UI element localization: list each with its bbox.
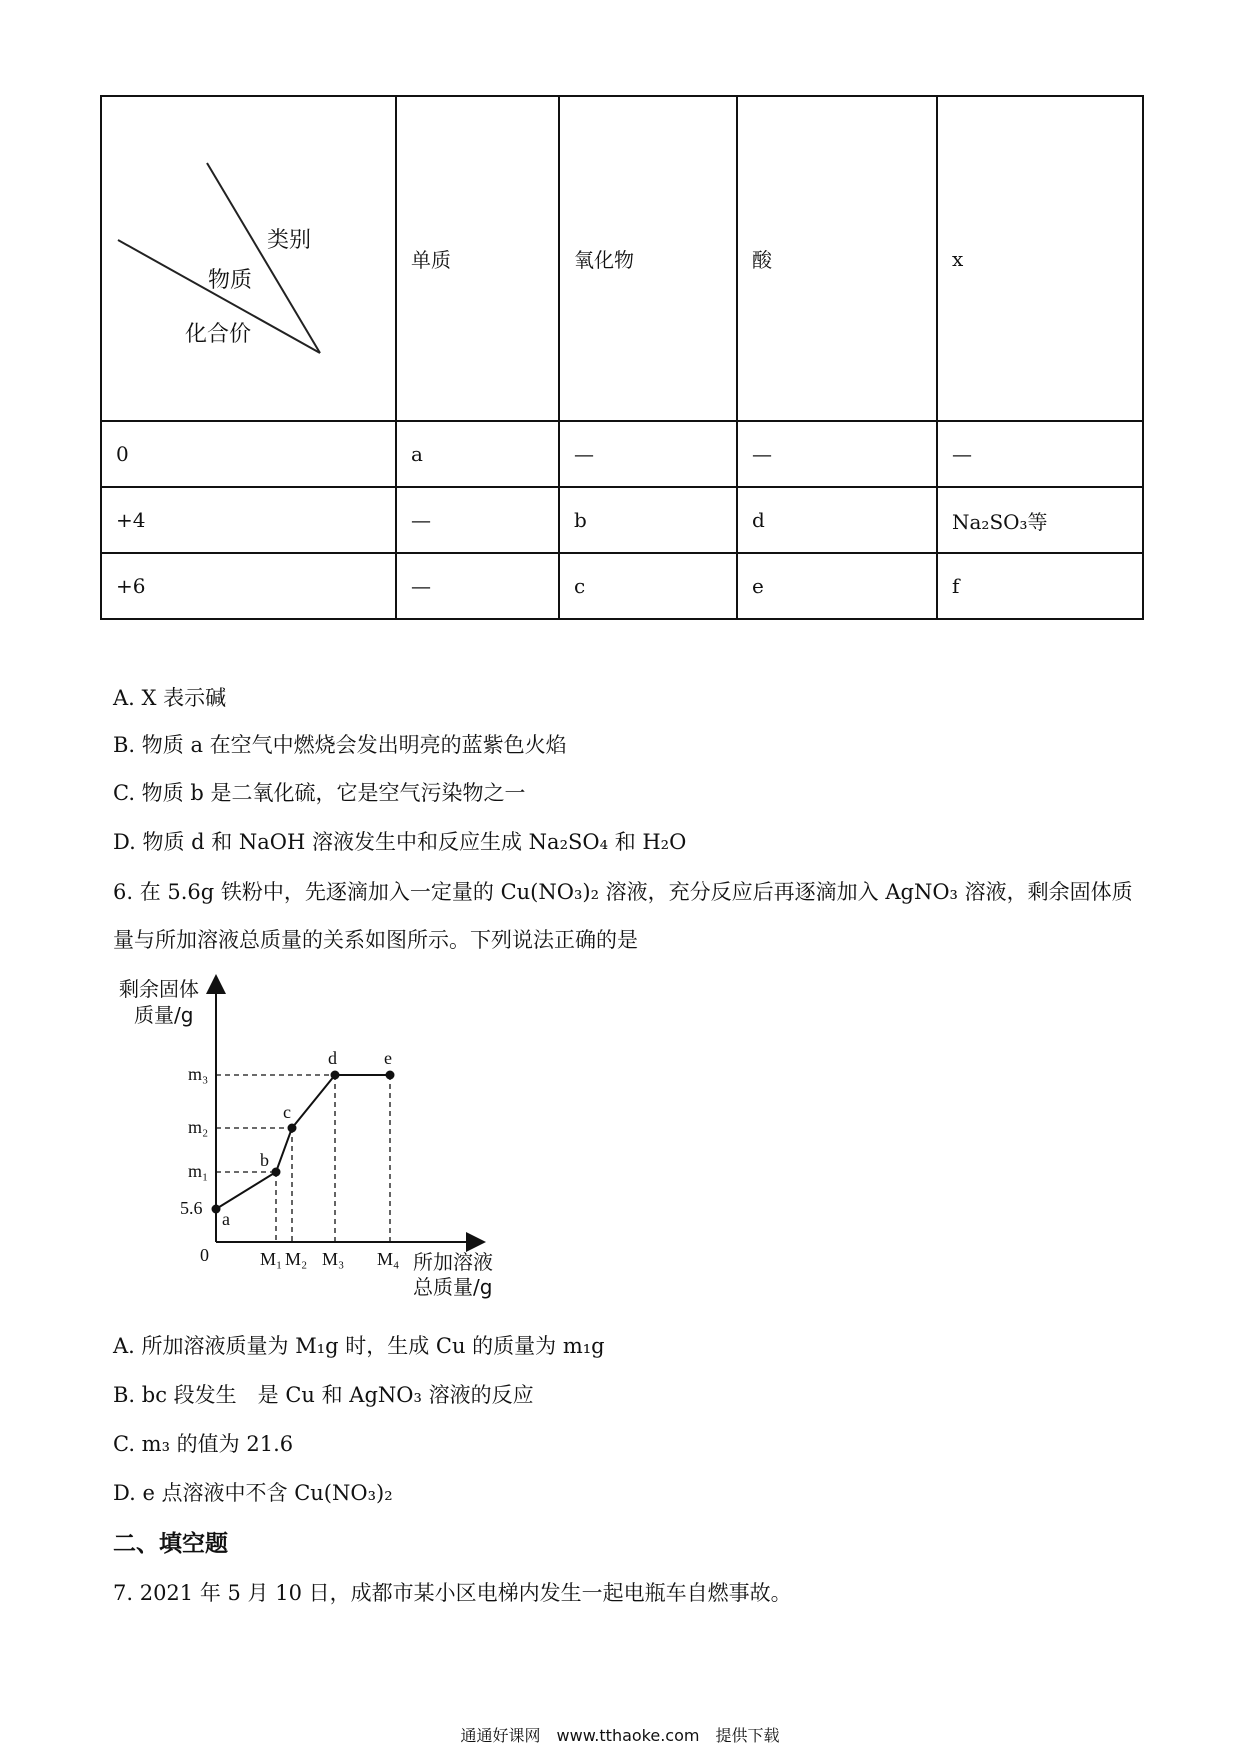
data-series-line <box>216 1075 390 1209</box>
table-row <box>101 553 1143 619</box>
point-label-c: c <box>283 1102 291 1122</box>
data-point-d <box>331 1071 340 1080</box>
q6-option-d: D. e 点溶液中不含 Cu(NO₃)₂ <box>113 1481 393 1505</box>
header-substance-label: 物质 <box>208 268 253 293</box>
x-tick-label: M₄ <box>377 1249 400 1269</box>
x-axis-label-line2: 总质量/g <box>413 1275 493 1299</box>
classification-table <box>100 95 1144 620</box>
header-category-label: 类别 <box>267 228 312 253</box>
table-cell: — <box>937 421 1143 487</box>
table-cell: — <box>396 553 559 619</box>
x-tick-label: M₁ <box>260 1249 283 1269</box>
column-header: 酸 <box>737 96 937 421</box>
data-point-a <box>212 1205 221 1214</box>
x-tick-label: M₂ <box>285 1249 308 1269</box>
q6-option-b: B. bc 段发生 是 Cu 和 AgNO₃ 溶液的反应 <box>113 1383 534 1407</box>
y-tick-label: m₃ <box>188 1064 209 1084</box>
table-cell: f <box>937 553 1143 619</box>
y-tick-label: m₂ <box>188 1117 209 1137</box>
table-cell: — <box>396 487 559 553</box>
column-header: 单质 <box>396 96 559 421</box>
table-cell: e <box>737 553 937 619</box>
x-tick-label: M₃ <box>322 1249 345 1269</box>
y-tick-label: m₁ <box>188 1161 209 1181</box>
table-cell: a <box>396 421 559 487</box>
table-cell: b <box>559 487 737 553</box>
page-footer: 通通好课网 www.tthaoke.com 提供下载 <box>460 1726 780 1745</box>
table-row <box>101 487 1143 553</box>
table-cell: d <box>737 487 937 553</box>
q6-option-a: A. 所加溶液质量为 M₁g 时，生成 Cu 的质量为 m₁g <box>113 1334 605 1358</box>
valence-cell: +6 <box>101 553 396 619</box>
point-label-a: a <box>222 1209 230 1229</box>
table-cell: — <box>559 421 737 487</box>
mass-chart <box>110 970 530 1315</box>
y-axis-label-line2: 质量/g <box>134 1003 194 1027</box>
x-axis-label-line1: 所加溶液 <box>413 1250 493 1274</box>
q5-option-d: D. 物质 d 和 NaOH 溶液发生中和反应生成 Na₂SO₄ 和 H₂O <box>113 830 687 854</box>
q6-stem-line2: 量与所加溶液总质量的关系如图所示。下列说法正确的是 <box>113 928 638 952</box>
header-valence-label: 化合价 <box>185 322 252 347</box>
point-label-e: e <box>384 1048 392 1068</box>
valence-cell: +4 <box>101 487 396 553</box>
point-label-d: d <box>328 1048 337 1068</box>
data-point-b <box>272 1168 281 1177</box>
column-header: x <box>937 96 1143 421</box>
q5-option-c: C. 物质 b 是二氧化硫，它是空气污染物之一 <box>113 781 526 805</box>
column-header: 氧化物 <box>559 96 737 421</box>
table-cell: — <box>737 421 937 487</box>
valence-cell: 0 <box>101 421 396 487</box>
diagonal-lines <box>102 97 397 420</box>
point-label-b: b <box>260 1150 269 1170</box>
table-row <box>101 421 1143 487</box>
q7-stem: 7. 2021 年 5 月 10 日，成都市某小区电梯内发生一起电瓶车自燃事故。 <box>113 1581 792 1605</box>
data-point-c <box>288 1124 297 1133</box>
table-cell: c <box>559 553 737 619</box>
table-header-row <box>101 96 1143 421</box>
q5-option-a: A. X 表示碱 <box>113 686 227 710</box>
diagonal-header-cell <box>101 96 396 421</box>
q5-option-b: B. 物质 a 在空气中燃烧会发出明亮的蓝紫色火焰 <box>113 733 567 757</box>
table-cell: Na₂SO₃等 <box>937 487 1143 553</box>
guide-lines <box>216 1075 390 1242</box>
origin-label: 0 <box>200 1245 209 1265</box>
section-title: 二、填空题 <box>113 1530 228 1557</box>
y-tick-label: 5.6 <box>180 1198 203 1218</box>
q6-option-c: C. m₃ 的值为 21.6 <box>113 1432 294 1456</box>
q6-stem-line1: 6. 在 5.6g 铁粉中，先逐滴加入一定量的 Cu(NO₃)₂ 溶液，充分反应后再逐滴加入 AgNO₃ 溶液，剩余固体质 <box>113 880 1133 904</box>
y-axis-label-line1: 剩余固体 <box>119 977 199 1001</box>
data-point-e <box>386 1071 395 1080</box>
